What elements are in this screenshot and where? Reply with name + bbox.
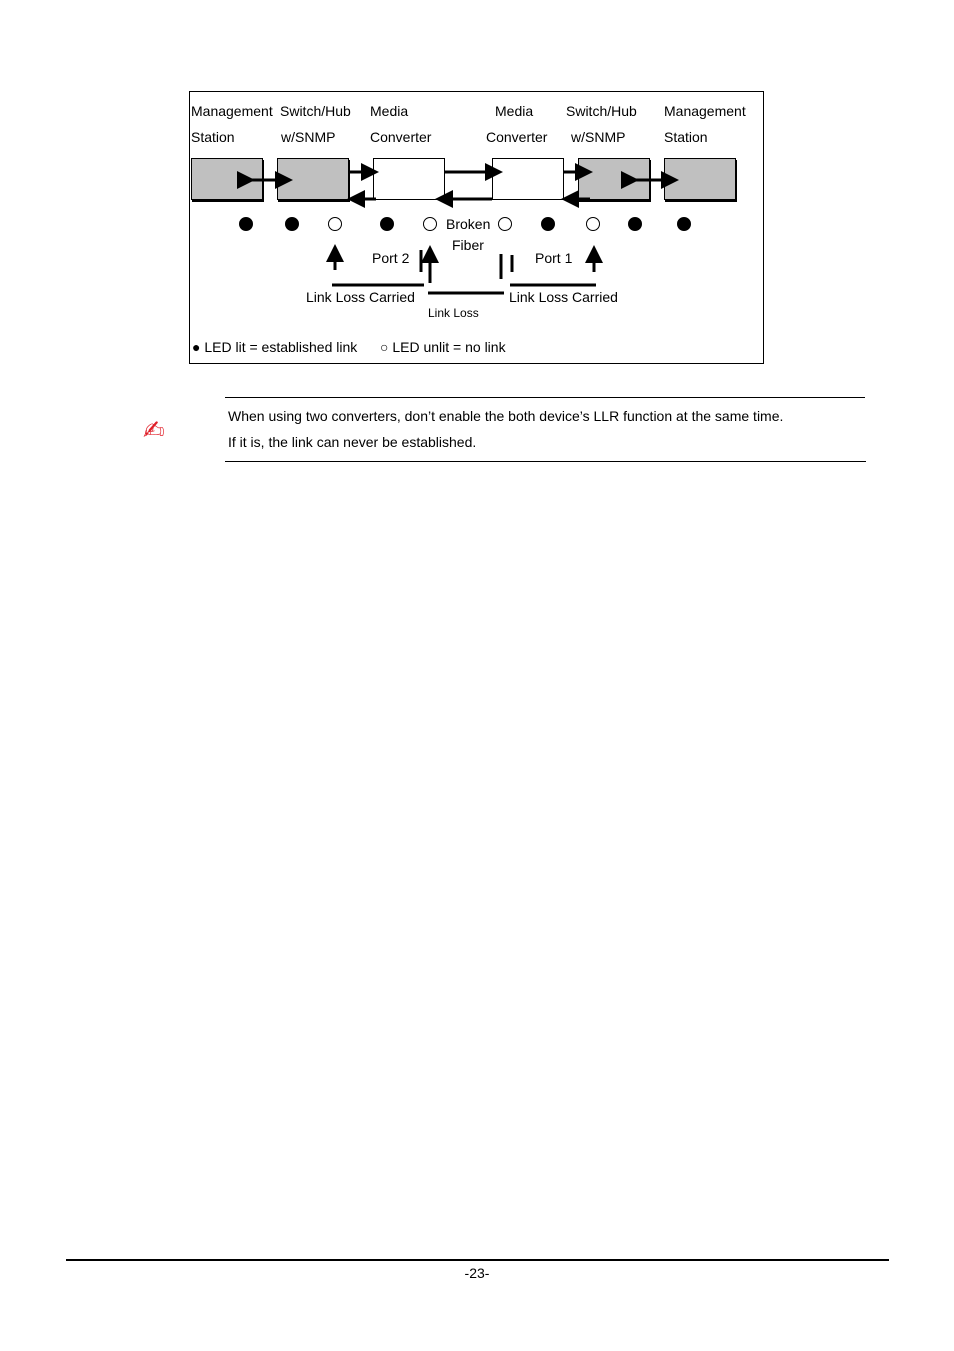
header-media-converter-left-line1: Media [370, 103, 409, 119]
led-6 [498, 217, 512, 231]
header-management-station-right-line1: Management [664, 103, 746, 119]
port-2-label: Port 2 [372, 250, 410, 266]
header-management-station-left-line1: Management [191, 103, 273, 119]
note-line-1: When using two converters, don’t enable the both device’s LLR function at the same time. [228, 408, 784, 424]
footer-rule [66, 1259, 889, 1261]
led-9 [628, 217, 642, 231]
page-number: -23- [464, 1265, 490, 1281]
note-bottom-rule [225, 461, 866, 462]
header-management-station-right-line2: Station [664, 129, 708, 145]
led-5 [423, 217, 437, 231]
led-10 [677, 217, 691, 231]
header-switch-hub-right-line1: Switch/Hub [566, 103, 637, 119]
led-8 [586, 217, 600, 231]
pencil-icon: ✍ [143, 415, 165, 445]
port-1-label: Port 1 [535, 250, 573, 266]
header-media-converter-right-line1: Media [495, 103, 534, 119]
legend-led-unlit: ○ LED unlit = no link [380, 339, 506, 355]
note-top-rule [225, 397, 865, 398]
led-1 [239, 217, 253, 231]
header-switch-hub-left-line2: w/SNMP [281, 129, 336, 145]
broken-fiber-label-line2: Fiber [452, 237, 484, 253]
header-switch-hub-right-line2: w/SNMP [571, 129, 626, 145]
led-7 [541, 217, 555, 231]
led-3 [328, 217, 342, 231]
link-loss-carried-right-label: Link Loss Carried [509, 289, 618, 305]
led-4 [380, 217, 394, 231]
led-2 [285, 217, 299, 231]
header-media-converter-right-line2: Converter [486, 129, 548, 145]
broken-fiber-label-line1: Broken [446, 216, 491, 232]
header-management-station-left-line2: Station [191, 129, 235, 145]
legend-led-lit: ● LED lit = established link [192, 339, 358, 355]
link-loss-label: Link Loss [428, 306, 479, 320]
header-switch-hub-left-line1: Switch/Hub [280, 103, 351, 119]
link-loss-carried-left-label: Link Loss Carried [306, 289, 415, 305]
note-line-2: If it is, the link can never be established. [228, 434, 477, 450]
header-media-converter-left-line2: Converter [370, 129, 432, 145]
